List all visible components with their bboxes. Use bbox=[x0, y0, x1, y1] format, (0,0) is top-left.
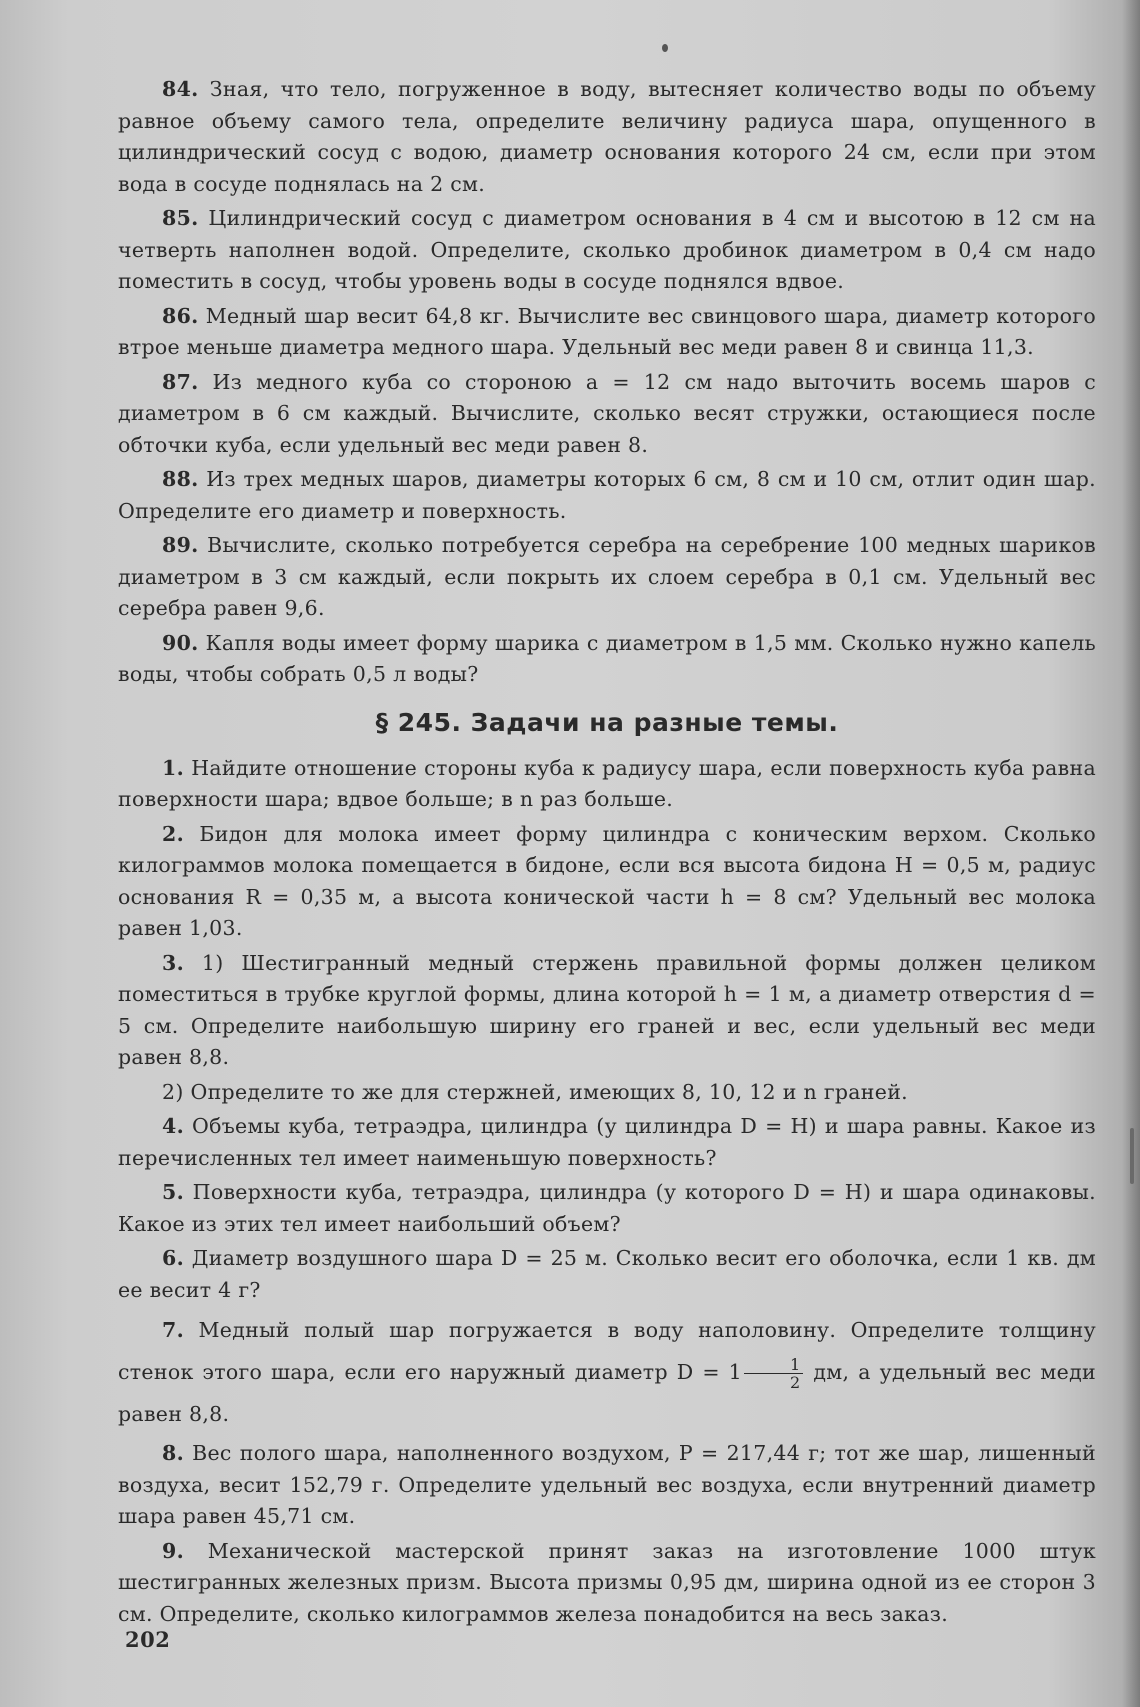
problem-text: Поверхности куба, тетраэдра, цилиндра (у которого D = H) и шара одинаковы. Какое из этих тел имеет наибольший объем? bbox=[118, 1180, 1096, 1236]
problem-85 bbox=[118, 203, 1096, 298]
fraction-numerator: 1 bbox=[744, 1356, 802, 1374]
problem-number: 90. bbox=[162, 630, 199, 655]
problem-number: 7. bbox=[162, 1318, 185, 1342]
scan-speck bbox=[662, 44, 668, 52]
problem-text-continued: дм, а удельный вес меди равен 8,8. bbox=[118, 1360, 1096, 1426]
problem-text: Вес полого шара, наполненного воздухом, P = 217,44 г; тот же шар, лишенный воздуха, весит 152,79 г. Определите удельный вес воздуха, если внутренний диаметр шара равен 45,71 см. bbox=[118, 1441, 1096, 1528]
problem-text: Механической мастерской принят заказ на изготовление 1000 штук шестигранных железных призм. Высота призмы 0,95 дм, ширина одной из ее сторон 3 см. Определите, сколько килограммов железа понадобится на весь заказ. bbox=[118, 1538, 1096, 1626]
problem-text: Зная, что тело, погруженное в воду, вытесняет количество воды по объему равное объему самого тела, определите величину радиуса шара, опущенного в цилиндрический сосуд с водою, диаметр основания которого 24 см, если при этом вода в сосуде поднялась на 2 см. bbox=[118, 77, 1096, 196]
scroll-handle[interactable] bbox=[1130, 1128, 1134, 1184]
problem-text: Капля воды имеет форму шарика с диаметром в 1,5 мм. Сколько нужно капель воды, чтобы собрать 0,5 л воды? bbox=[118, 630, 1096, 686]
problem-1 bbox=[118, 753, 1096, 816]
problem-4 bbox=[118, 1111, 1096, 1174]
problem-2 bbox=[118, 819, 1096, 945]
problem-84 bbox=[118, 74, 1096, 200]
problem-number: 87. bbox=[162, 369, 199, 394]
problem-text: Найдите отношение стороны куба к радиусу шара, если поверхность куба равна поверхности шара; вдвое больше; в n раз больше. bbox=[118, 755, 1096, 811]
problem-text: Из медного куба со стороною a = 12 см надо выточить восемь шаров с диаметром в 6 см каждый. Вычислите, сколько весят стружки, остающиеся после обточки куба, если удельный вес меди равен 8. bbox=[118, 369, 1096, 457]
problem-86 bbox=[118, 301, 1096, 364]
problem-number: 85. bbox=[162, 206, 199, 230]
problem-number: 88. bbox=[162, 467, 199, 491]
problem-number: 9. bbox=[162, 1538, 185, 1563]
problem-text: Вычислите, сколько потребуется серебра на серебрение 100 медных шариков диаметром в 3 см каждый, если покрыть их слоем серебра в 0,1 см. Удельный вес серебра равен 9,6. bbox=[118, 533, 1096, 620]
problem-text: Объемы куба, тетраэдра, цилиндра (у цилиндра D = H) и шара равны. Какое из перечисленных тел имеет наименьшую поверхность? bbox=[118, 1114, 1096, 1170]
text-body bbox=[118, 74, 1096, 1633]
problem-text: Бидон для молока имеет форму цилиндра с коническим верхом. Сколько килограммов молока помещается в бидоне, если вся высота бидона H = 0,5 м, радиус основания R = 0,35 м, а высота конической части h = 8 см? Удельный вес молока равен 1,03. bbox=[118, 821, 1096, 940]
problem-6 bbox=[118, 1243, 1096, 1306]
problem-number: 2. bbox=[162, 821, 185, 846]
problem-90 bbox=[118, 628, 1096, 691]
problem-text: 1) Шестигранный медный стержень правильной формы должен целиком поместиться в трубке круглой формы, длина которой h = 1 м, а диаметр отверстия d = 5 см. Определите наибольшую ширину его граней и вес, если удельный вес меди равен 8,8. bbox=[118, 950, 1096, 1069]
problem-text: 2) Определите то же для стержней, имеющих 8, 10, 12 и n граней. bbox=[162, 1079, 908, 1104]
problem-text: Из трех медных шаров, диаметры которых 6 см, 8 см и 10 см, отлит один шар. Определите его диаметр и поверхность. bbox=[118, 467, 1096, 523]
problem-8 bbox=[118, 1438, 1096, 1533]
problem-7 bbox=[118, 1309, 1096, 1435]
problem-3-part-2 bbox=[118, 1077, 1096, 1109]
problem-text: Диаметр воздушного шара D = 25 м. Сколько весит его оболочка, если 1 кв. дм ее весит 4 г? bbox=[118, 1246, 1096, 1302]
problem-number: 3. bbox=[162, 950, 185, 975]
problem-9 bbox=[118, 1536, 1096, 1631]
problem-number: 84. bbox=[162, 77, 199, 101]
problem-5 bbox=[118, 1177, 1096, 1240]
problem-number: 86. bbox=[162, 303, 199, 328]
problem-3-part-1 bbox=[118, 948, 1096, 1074]
fraction-denominator: 2 bbox=[790, 1373, 801, 1392]
section-heading: § 245. Задачи на разные темы. bbox=[375, 707, 839, 737]
problem-text: Цилиндрический сосуд с диаметром основания в 4 см и высотою в 12 см на четверть наполнен водой. Определите, сколько дробинок диаметром в 0,4 см надо поместить в сосуд, чтобы уровень воды в сосуде поднялся вдвое. bbox=[118, 206, 1096, 293]
problem-text: Медный полый шар погружается в воду наполовину. Определите толщину стенок этого шара, если его наружный диаметр D = 1 bbox=[118, 1318, 1096, 1384]
problem-number: 6. bbox=[162, 1246, 185, 1270]
problem-number: 4. bbox=[162, 1114, 185, 1138]
problem-text: Медный шар весит 64,8 кг. Вычислите вес свинцового шара, диаметр которого втрое меньше диаметра медного шара. Удельный вес меди равен 8 и свинца 11,3. bbox=[118, 303, 1096, 359]
problem-number: 89. bbox=[162, 533, 199, 557]
fraction bbox=[744, 1356, 802, 1391]
problem-88 bbox=[118, 464, 1096, 527]
problem-number: 5. bbox=[162, 1180, 185, 1204]
problem-89 bbox=[118, 530, 1096, 625]
problem-number: 1. bbox=[162, 755, 185, 780]
problem-number: 8. bbox=[162, 1441, 185, 1465]
problem-87 bbox=[118, 367, 1096, 462]
page-binding-shadow bbox=[1122, 0, 1140, 1707]
page-number: 202 bbox=[125, 1627, 171, 1652]
